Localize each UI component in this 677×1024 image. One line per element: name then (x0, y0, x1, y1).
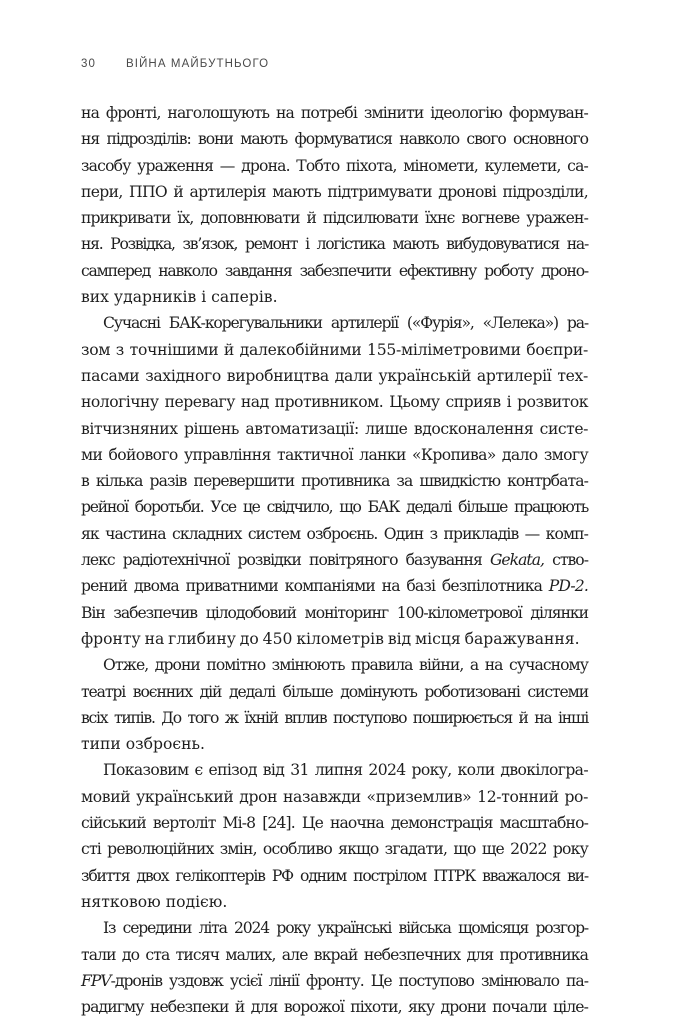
text-line: зом з точнішими й далекобійними 155-міліметровими боєпри- (81, 340, 588, 359)
text-line: на фронті, наголошують на потребі змінити ідеологію формуван- (81, 104, 588, 122)
text-line: мовий український дрон назавжди «приземлив» 12-тонний ро- (81, 787, 588, 806)
text-line: нятковою подією. (81, 892, 228, 911)
text-line: рений двома приватними компаніями на базі безпілотника PD-2. (81, 577, 588, 596)
text-line: радигму небезпеки й для ворожої піхоти, яку дрони почали ціле- (81, 998, 588, 1017)
text-line: засобу ураження — дрона. Тобто піхота, міномети, кулемети, са- (81, 156, 588, 175)
book-title: ВІЙНА МАЙБУТНЬОГО (126, 58, 270, 70)
paragraph-2 (81, 310, 588, 652)
paragraph-1 (81, 100, 588, 310)
text-line: Отже, дрони помітно змінюють правила війни, а на сучасному (103, 656, 588, 675)
text-line: ня. Розвідка, зв’язок, ремонт і логістика мають вибудовуватися на- (81, 235, 588, 254)
text-line: Показовим є епізод від 31 липня 2024 року, коли двокілогра- (103, 761, 588, 780)
text-line: Він забезпечив цілодобовий моніторинг 100-кілометрової ділянки (81, 603, 588, 622)
text-line: ня підрозділів: вони мають формуватися навколо свого основного (81, 130, 588, 149)
text-line: пери, ППО й артилерія мають підтримувати дронові підрозділи, (81, 182, 588, 201)
body-text (81, 100, 588, 1020)
page-number: 30 (81, 58, 96, 70)
text-line: вітчизняних рішень автоматизації: лише вдосконалення систе- (81, 419, 588, 438)
paragraph-4 (81, 757, 588, 915)
text-line: прикривати їх, доповнювати й підсилювати їхнє вогневе уражен- (81, 209, 588, 228)
text-line: лекс радіотехнічної розвідки повітряного базування Gekata, ство- (81, 551, 588, 570)
italic-term: FPV (81, 971, 111, 990)
text-line: типи озброєнь. (81, 735, 205, 754)
text-line: збиття двох гелікоптерів РФ одним пострілом ПТРК вважалося ви- (81, 866, 588, 885)
text-line: пасами західного виробництва дали українській артилерії тех- (81, 366, 588, 385)
text-line: як частина складних систем озброєнь. Один з прикладів — комп- (81, 524, 588, 543)
text-line: тали до ста тисяч малих, але вкрай небезпечних для противника (81, 945, 588, 964)
text-line: ми бойового управління тактичної ланки «Кропива» дало змогу (81, 445, 588, 464)
text-line: FPV-дронів уздовж усієї лінії фронту. Це поступово змінювало па- (81, 971, 588, 990)
text-line: самперед навколо завдання забезпечити ефективну роботу дроно- (81, 261, 588, 280)
text-line: нологічну перевагу над противником. Цьому сприяв і розвиток (81, 393, 588, 412)
text-line: вих ударників і саперів. (81, 288, 278, 307)
text-line: сті революційних змін, особливо якщо згадати, що ще 2022 року (81, 840, 588, 859)
paragraph-3 (81, 652, 588, 757)
text-line: в кілька разів перевершити противника за швидкістю контрбата- (81, 472, 588, 491)
italic-term: PD-2. (548, 577, 588, 596)
text-line: сійський вертоліт Мі-8 [24]. Це наочна демонстрація масштабно- (81, 814, 588, 833)
text-line: Із середини літа 2024 року українські війська щомісяця розгор- (103, 919, 588, 938)
paragraph-5 (81, 915, 588, 1020)
text-line: Сучасні БАК-корегувальники артилерії («Фурія», «Лелека») ра- (103, 314, 588, 333)
text-line: рейної боротьби. Усе це свідчило, що БАК дедалі більше працюють (81, 498, 588, 517)
italic-term: Gekata, (489, 551, 544, 570)
text-line: всіх типів. До того ж їхній вплив поступово поширюється й на інші (81, 708, 588, 727)
text-line: театрі воєнних дій дедалі більше домінують роботизовані системи (81, 682, 588, 701)
running-header (81, 58, 269, 70)
text-line: фронту на глибину до 450 кілометрів від місця баражування. (81, 629, 580, 648)
